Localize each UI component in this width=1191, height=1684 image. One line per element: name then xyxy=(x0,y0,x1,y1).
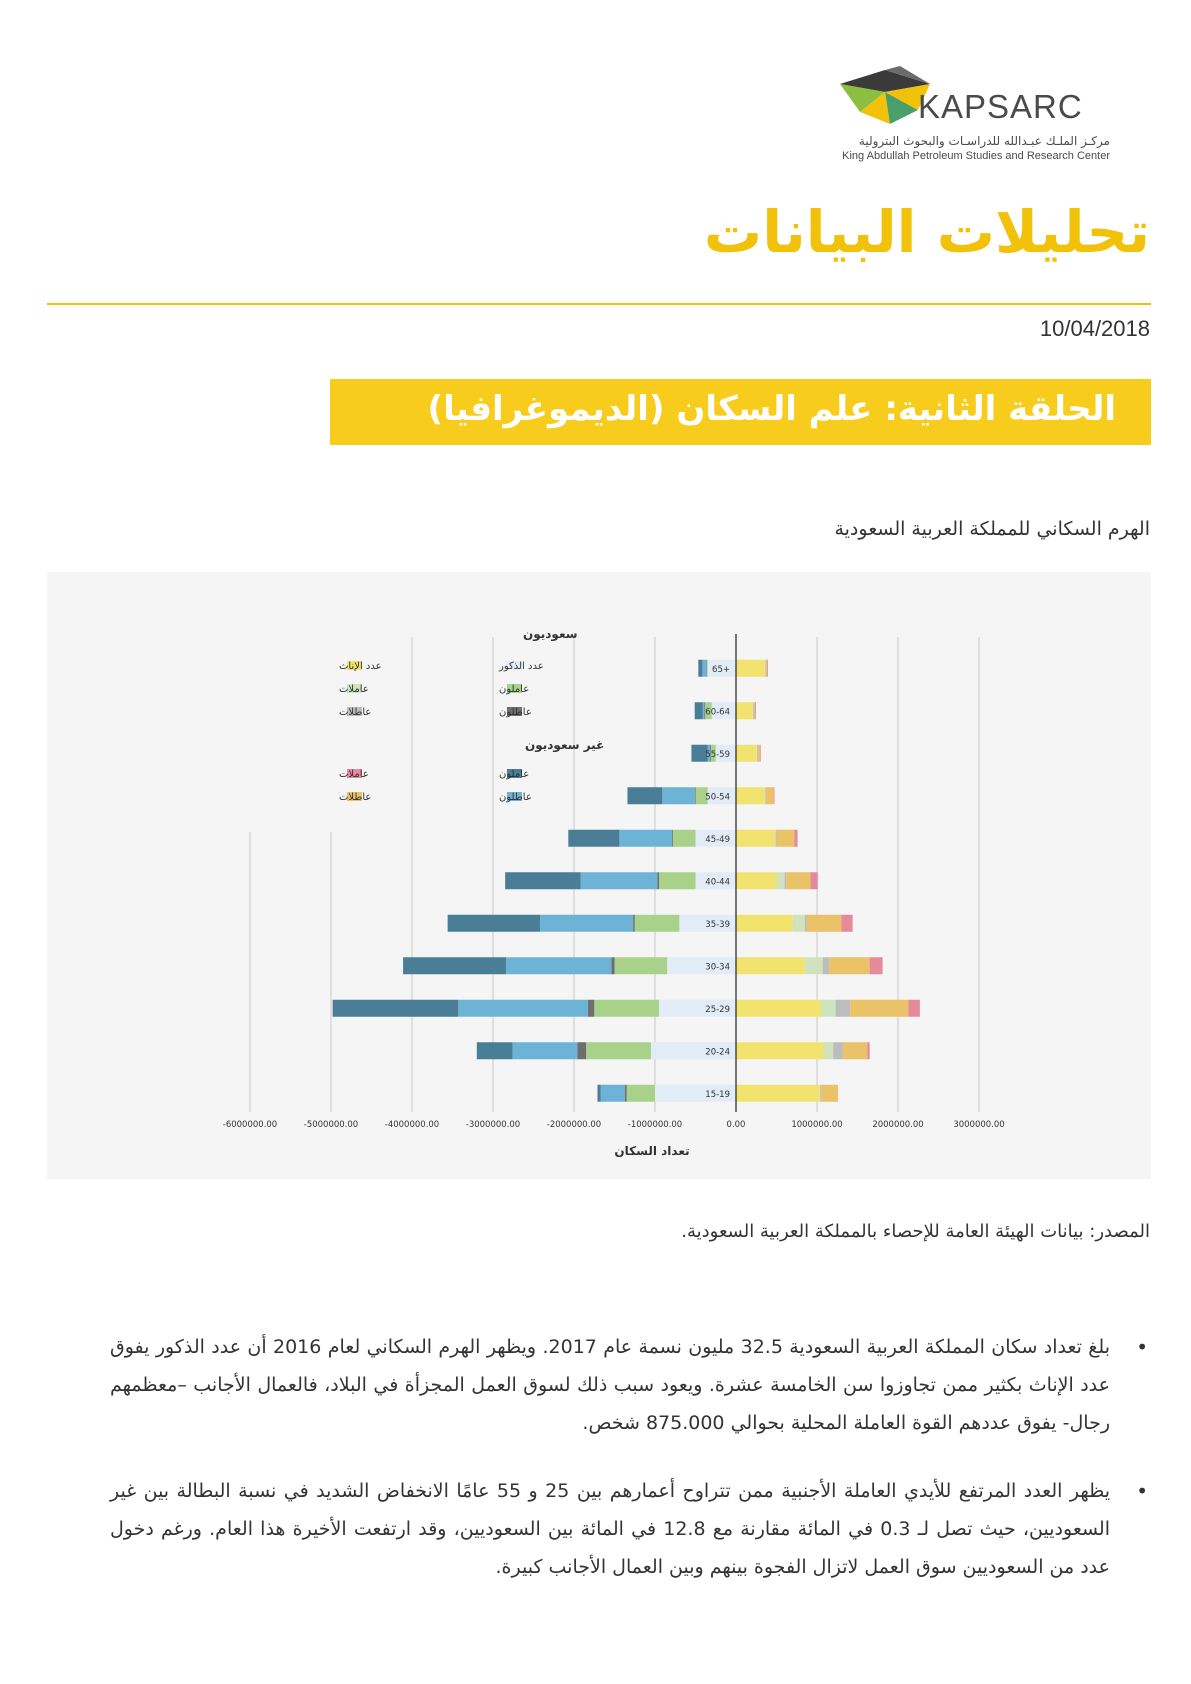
bar-female-saudi_female_employed xyxy=(752,702,753,719)
age-group-label: 60-64 xyxy=(705,707,730,718)
bullet-list xyxy=(110,1328,1150,1616)
bar-female-nonsaudi_female_employed xyxy=(867,1042,869,1059)
bar-female-saudi_female_employed xyxy=(756,745,757,762)
bar-female-nonsaudi_female_unemployed xyxy=(829,957,870,974)
bar-male-saudi_male_unemployed xyxy=(625,1085,627,1102)
population-pyramid-svg xyxy=(47,572,1151,1179)
bar-female-female_total xyxy=(736,745,756,762)
bar-male-saudi_male_unemployed xyxy=(588,1000,594,1017)
bar-female-saudi_female_employed xyxy=(777,872,785,889)
bar-female-nonsaudi_female_unemployed xyxy=(757,745,759,762)
bar-female-female_total xyxy=(736,830,775,847)
legend-saudi-male-unemployed-label: عاطلون xyxy=(499,707,532,718)
bar-male-nonsaudi_male_employed xyxy=(597,1085,600,1102)
bar-female-nonsaudi_female_unemployed xyxy=(753,702,755,719)
bar-male-saudi_male_unemployed xyxy=(577,1042,586,1059)
kapsarc-logo xyxy=(820,62,1120,172)
bar-female-nonsaudi_female_employed xyxy=(755,702,756,719)
age-group-label: 35-39 xyxy=(705,919,730,930)
legend-saudi-female-employed-label: عاملات xyxy=(339,684,369,695)
bar-female-nonsaudi_female_employed xyxy=(760,745,761,762)
bar-female-female_total xyxy=(736,872,777,889)
age-group-label: 55-59 xyxy=(705,749,730,760)
bar-male-saudi_male_employed xyxy=(635,915,680,932)
bar-male-nonsaudi_male_employed xyxy=(403,957,506,974)
source-note: المصدر: بيانات الهيئة العامة للإحصاء بالمملكة العربية السعودية. xyxy=(681,1221,1150,1242)
document-title: تحليلات البيانات xyxy=(703,198,1150,266)
bar-female-nonsaudi_female_employed xyxy=(841,915,852,932)
bar-female-nonsaudi_female_employed xyxy=(794,830,797,847)
bar-female-saudi_female_employed xyxy=(821,1000,836,1017)
bar-male-saudi_male_employed xyxy=(673,830,696,847)
title-divider xyxy=(47,303,1151,305)
bar-male-nonsaudi_male_unemployed xyxy=(512,1042,577,1059)
legend-nonsaudi-male-unemployed-label: عاطلون xyxy=(499,792,532,803)
bar-female-saudi_female_unemployed xyxy=(836,1000,851,1017)
legend-saudi-female-unemployed-label: عاطلات xyxy=(339,707,372,718)
bar-female-nonsaudi_female_unemployed xyxy=(786,872,810,889)
bar-female-nonsaudi_female_unemployed xyxy=(766,787,774,804)
bar-female-saudi_female_employed xyxy=(793,915,805,932)
bar-male-nonsaudi_male_unemployed xyxy=(619,830,672,847)
age-group-label: 20-24 xyxy=(705,1047,730,1058)
bar-female-saudi_female_unemployed xyxy=(833,1042,843,1059)
bar-female-nonsaudi_female_employed xyxy=(909,1000,920,1017)
bar-male-saudi_male_employed xyxy=(659,872,695,889)
x-tick-label: -4000000.00 xyxy=(384,1120,440,1130)
bullet-dot-icon: • xyxy=(1136,1479,1148,1503)
bar-male-saudi_male_employed xyxy=(586,1042,651,1059)
bar-female-nonsaudi_female_unemployed xyxy=(843,1042,867,1059)
bar-female-female_total xyxy=(736,957,805,974)
bar-female-nonsaudi_female_unemployed xyxy=(777,830,795,847)
x-tick-label: -3000000.00 xyxy=(465,1120,521,1130)
document-date: 10/04/2018 xyxy=(1039,316,1150,341)
bar-male-nonsaudi_male_employed xyxy=(695,702,703,719)
bar-male-saudi_male_unemployed xyxy=(695,787,696,804)
age-group-label: 15-19 xyxy=(705,1089,730,1100)
x-tick-label: 3000000.00 xyxy=(953,1120,1005,1130)
age-group-label: 40-44 xyxy=(705,877,730,888)
bullet-item xyxy=(110,1328,1150,1442)
bar-female-nonsaudi_female_unemployed xyxy=(850,1000,908,1017)
logo-english-name: King Abdullah Petroleum Studies and Research Center xyxy=(842,150,1110,162)
bar-male-saudi_male_employed xyxy=(707,660,708,677)
bar-female-nonsaudi_female_unemployed xyxy=(766,660,768,677)
bar-male-saudi_male_employed xyxy=(594,1000,659,1017)
bar-female-saudi_female_unemployed xyxy=(785,872,787,889)
bar-male-saudi_male_employed xyxy=(615,957,668,974)
bar-male-nonsaudi_male_unemployed xyxy=(601,1085,625,1102)
bar-female-female_total xyxy=(736,660,764,677)
bar-female-nonsaudi_female_unemployed xyxy=(821,1085,838,1102)
bar-female-female_total xyxy=(736,787,764,804)
bar-male-saudi_male_unemployed xyxy=(672,830,673,847)
x-tick-label: -2000000.00 xyxy=(546,1120,602,1130)
age-group-label: 45-49 xyxy=(705,834,730,845)
bar-male-nonsaudi_male_unemployed xyxy=(702,660,706,677)
legend-female-total-label: عدد الإناث xyxy=(339,661,382,672)
bar-female-nonsaudi_female_unemployed xyxy=(806,915,841,932)
bar-male-nonsaudi_male_employed xyxy=(477,1042,513,1059)
bar-male-nonsaudi_male_unemployed xyxy=(703,702,705,719)
population-pyramid-chart xyxy=(47,572,1151,1179)
bar-female-nonsaudi_female_employed xyxy=(870,957,883,974)
bar-female-female_total xyxy=(736,1000,821,1017)
bar-male-saudi_male_unemployed xyxy=(611,957,614,974)
bullet-text: بلغ تعداد سكان المملكة العربية السعودية 32.5 مليون نسمة عام 2017. ويظهر الهرم السكاني لعام 2016 أن عدد الذكور يفوق عدد الإناث بكثير ممن تجاوزوا سن الخامسة عشرة. ويعود سبب ذلك لسوق العمل المجزأة في البلاد، فالعمال الأجانب –معظمهم رجال- يفوق عددهم القوة العاملة المحلية بحوالي 875.000 شخص. xyxy=(110,1336,1110,1434)
bar-female-saudi_female_employed xyxy=(764,787,765,804)
legend-male-total-label: عدد الذكور xyxy=(499,661,544,672)
bar-male-nonsaudi_male_employed xyxy=(627,787,662,804)
bar-male-nonsaudi_male_employed xyxy=(448,915,540,932)
bar-male-nonsaudi_male_unemployed xyxy=(458,1000,588,1017)
bar-female-saudi_female_employed xyxy=(819,1085,820,1102)
bullet-dot-icon: • xyxy=(1136,1335,1148,1359)
bar-male-nonsaudi_male_unemployed xyxy=(506,957,611,974)
bar-female-female_total xyxy=(736,702,752,719)
legend-nonsaudi-header: غير سعوديون xyxy=(525,738,605,752)
legend-nonsaudi-male-employed-label: عاملون xyxy=(499,769,530,780)
age-group-label: 30-34 xyxy=(705,962,730,973)
x-tick-label: -5000000.00 xyxy=(303,1120,359,1130)
bar-male-nonsaudi_male_employed xyxy=(333,1000,459,1017)
bar-female-saudi_female_unemployed xyxy=(805,915,807,932)
bar-female-saudi_female_employed xyxy=(805,957,823,974)
bar-male-nonsaudi_male_unemployed xyxy=(662,787,694,804)
bar-female-saudi_female_unemployed xyxy=(823,957,829,974)
bar-male-nonsaudi_male_unemployed xyxy=(580,872,657,889)
bar-female-saudi_female_unemployed xyxy=(820,1085,821,1102)
bar-female-nonsaudi_female_employed xyxy=(811,872,818,889)
age-group-label: 50-54 xyxy=(705,792,730,803)
age-group-label: 65+ xyxy=(712,664,730,675)
section-banner xyxy=(330,379,1151,445)
legend-nonsaudi-female-employed-label: عاملات xyxy=(339,769,369,780)
bar-male-saudi_male_unemployed xyxy=(657,872,659,889)
bar-male-saudi_male_employed xyxy=(627,1085,655,1102)
x-axis-title: تعداد السكان xyxy=(614,1144,690,1158)
x-tick-label: -1000000.00 xyxy=(627,1120,683,1130)
x-tick-label: -6000000.00 xyxy=(222,1120,278,1130)
bar-female-female_total xyxy=(736,1042,823,1059)
bar-female-female_total xyxy=(736,1085,819,1102)
x-tick-label: 1000000.00 xyxy=(791,1120,843,1130)
bar-male-saudi_male_unemployed xyxy=(633,915,635,932)
section-banner-title: الحلقة الثانية: علم السكان (الديموغرافيا) xyxy=(427,389,1116,429)
chart-heading: الهرم السكاني للمملكة العربية السعودية xyxy=(834,518,1150,540)
bar-female-nonsaudi_female_employed xyxy=(767,660,768,677)
bar-male-nonsaudi_male_unemployed xyxy=(540,915,633,932)
bar-female-saudi_female_unemployed xyxy=(776,830,777,847)
bullet-item xyxy=(110,1472,1150,1586)
bar-female-saudi_female_employed xyxy=(764,660,765,677)
legend-saudi-header: سعوديون xyxy=(523,627,578,641)
bar-male-nonsaudi_male_employed xyxy=(698,660,702,677)
age-group-label: 25-29 xyxy=(705,1004,730,1015)
bar-female-nonsaudi_female_employed xyxy=(774,787,775,804)
bullet-text: يظهر العدد المرتفع للأيدي العاملة الأجنبية ممن تتراوح أعمارهم بين 25 و 55 عامًا الانخفاض الشديد في نسبة البطالة بين غير السعوديين، حيث تصل لـ 0.3 في المائة مقارنة مع 12.8 في المائة بين السعوديين، وقد ارتفعت الأخيرة هذا العام. ورغم دخول عدد من السعوديين سوق العمل لاتزال الفجوة بينهم وبين العمال الأجانب كبيرة. xyxy=(110,1480,1110,1578)
bar-female-saudi_female_employed xyxy=(775,830,776,847)
legend-saudi-male-employed-label: عاملون xyxy=(499,684,530,695)
bar-female-female_total xyxy=(736,915,793,932)
bar-male-nonsaudi_male_employed xyxy=(568,830,619,847)
legend-nonsaudi-female-unemployed-label: عاطلات xyxy=(339,792,372,803)
logo-wordmark: KAPSARC xyxy=(918,88,1083,125)
bar-female-saudi_female_employed xyxy=(823,1042,833,1059)
x-tick-label: 2000000.00 xyxy=(872,1120,924,1130)
logo-arabic-name: مركـز الملـك عبـدالله للدراسـات والبحوث البترولية xyxy=(858,134,1110,148)
x-tick-label: 0.00 xyxy=(726,1120,746,1130)
bar-male-nonsaudi_male_employed xyxy=(505,872,580,889)
